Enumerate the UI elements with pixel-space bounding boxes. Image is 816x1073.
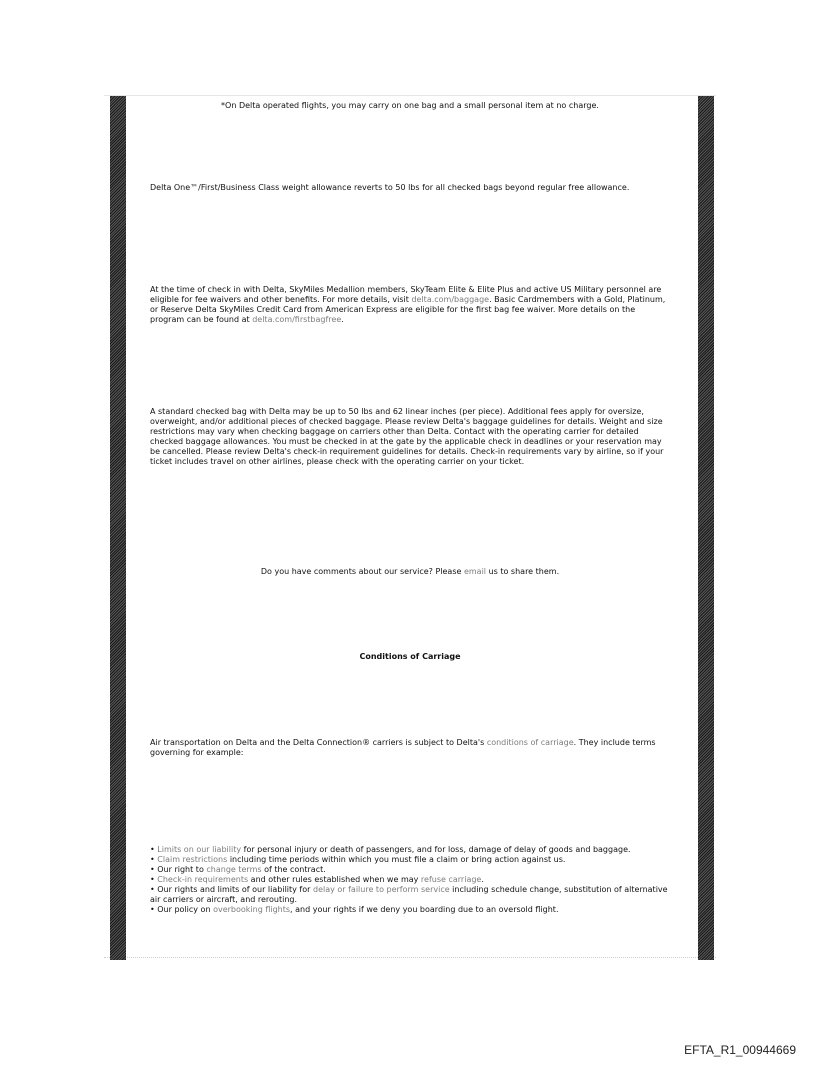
- check-in-requirements-link[interactable]: Check-in requirements: [157, 875, 249, 884]
- bullet-check-in: • Check-in requirements and other rules established when we may refuse carriage.: [150, 875, 484, 884]
- claim-restrictions-link[interactable]: Claim restrictions: [157, 855, 228, 864]
- liability-link[interactable]: Limits on our liability: [157, 845, 242, 854]
- left-rail: [110, 96, 126, 960]
- frame-top-border: [104, 95, 716, 96]
- frame-bottom-border: [104, 957, 716, 958]
- change-terms-link[interactable]: change terms: [206, 865, 262, 874]
- carry-on-note: *On Delta operated flights, you may carry on one bag and a small personal item at no charge.: [221, 101, 599, 110]
- comments-line: [150, 567, 670, 577]
- comments-text-2: us to share them.: [486, 567, 560, 576]
- medallion-paragraph: [150, 285, 670, 325]
- bullet-liability: • Limits on our liability for personal injury or death of passengers, and for loss, damage of delay of goods and baggage.: [150, 845, 631, 854]
- conditions-intro-text-2: . They include terms governing for example:: [150, 738, 656, 757]
- conditions-of-carriage-link[interactable]: conditions of carriage: [486, 738, 574, 747]
- firstbagfree-link[interactable]: delta.com/firstbagfree: [252, 315, 342, 324]
- conditions-intro-text-1: Air transportation on Delta and the Delta Connection® carriers is subject to Delta's: [150, 738, 487, 747]
- email-link[interactable]: email: [463, 567, 487, 576]
- medallion-text-3: .: [341, 315, 344, 324]
- baggage-link[interactable]: delta.com/baggage: [411, 295, 490, 304]
- bullet-change-terms: • Our right to change terms of the contract.: [150, 865, 326, 874]
- standard-bag-paragraph: A standard checked bag with Delta may be up to 50 lbs and 62 linear inches (per piece). Additional fees apply for oversize, overweight, and/or additional pieces of checked baggage. Please review Delta's baggage guidelines for details. Weight and size restrictions may vary when checking baggage on carriers other than Delta. Contact with the operating carrier for detailed checked baggage allowances. You must be checked in at the gate by the applicable check in deadlines or your reservation may be cancelled. Please review Delta's check-in requirement guidelines for details. Check-in requirements vary by airline, so if your ticket includes travel on other airlines, please check with the operating carrier on your ticket.: [150, 407, 664, 466]
- medallion-text-1: At the time of check in with Delta, SkyMiles Medallion members, SkyTeam Elite & Elite Plus and active US Military personnel are eligible for fee waivers and other benefits. For more details, visit: [150, 285, 662, 304]
- page-identifier: EFTA_R1_00944669: [684, 1043, 796, 1057]
- bullet-delay: • Our rights and limits of our liability for delay or failure to perform service including schedule change, substitution of alternative air carriers or aircraft, and rerouting.: [150, 885, 668, 904]
- comments-text-1: Do you have comments about our service? Please: [260, 567, 464, 576]
- delay-link[interactable]: delay or failure to perform service: [312, 885, 450, 894]
- bullet-claims: • Claim restrictions including time periods within which you must file a claim or bring action against us.: [150, 855, 566, 864]
- overbooking-link[interactable]: overbooking flights: [213, 905, 291, 914]
- right-rail: [698, 96, 714, 960]
- refuse-carriage-link[interactable]: refuse carriage: [420, 875, 482, 884]
- medallion-text-2: . Basic Cardmembers with a Gold, Platinum, or Reserve Delta SkyMiles Credit Card from American Express are eligible for the first bag fee waiver. More details on the program can be found at: [150, 295, 666, 324]
- bullet-overbooking: • Our policy on overbooking flights, and your rights if we deny you boarding due to an oversold flight.: [150, 905, 559, 914]
- conditions-intro: [150, 738, 670, 758]
- weight-allowance-note: Delta One™/First/Business Class weight allowance reverts to 50 lbs for all checked bags beyond regular free allowance.: [150, 183, 630, 192]
- conditions-title: Conditions of Carriage: [359, 652, 461, 661]
- conditions-bullet-list: [150, 845, 670, 915]
